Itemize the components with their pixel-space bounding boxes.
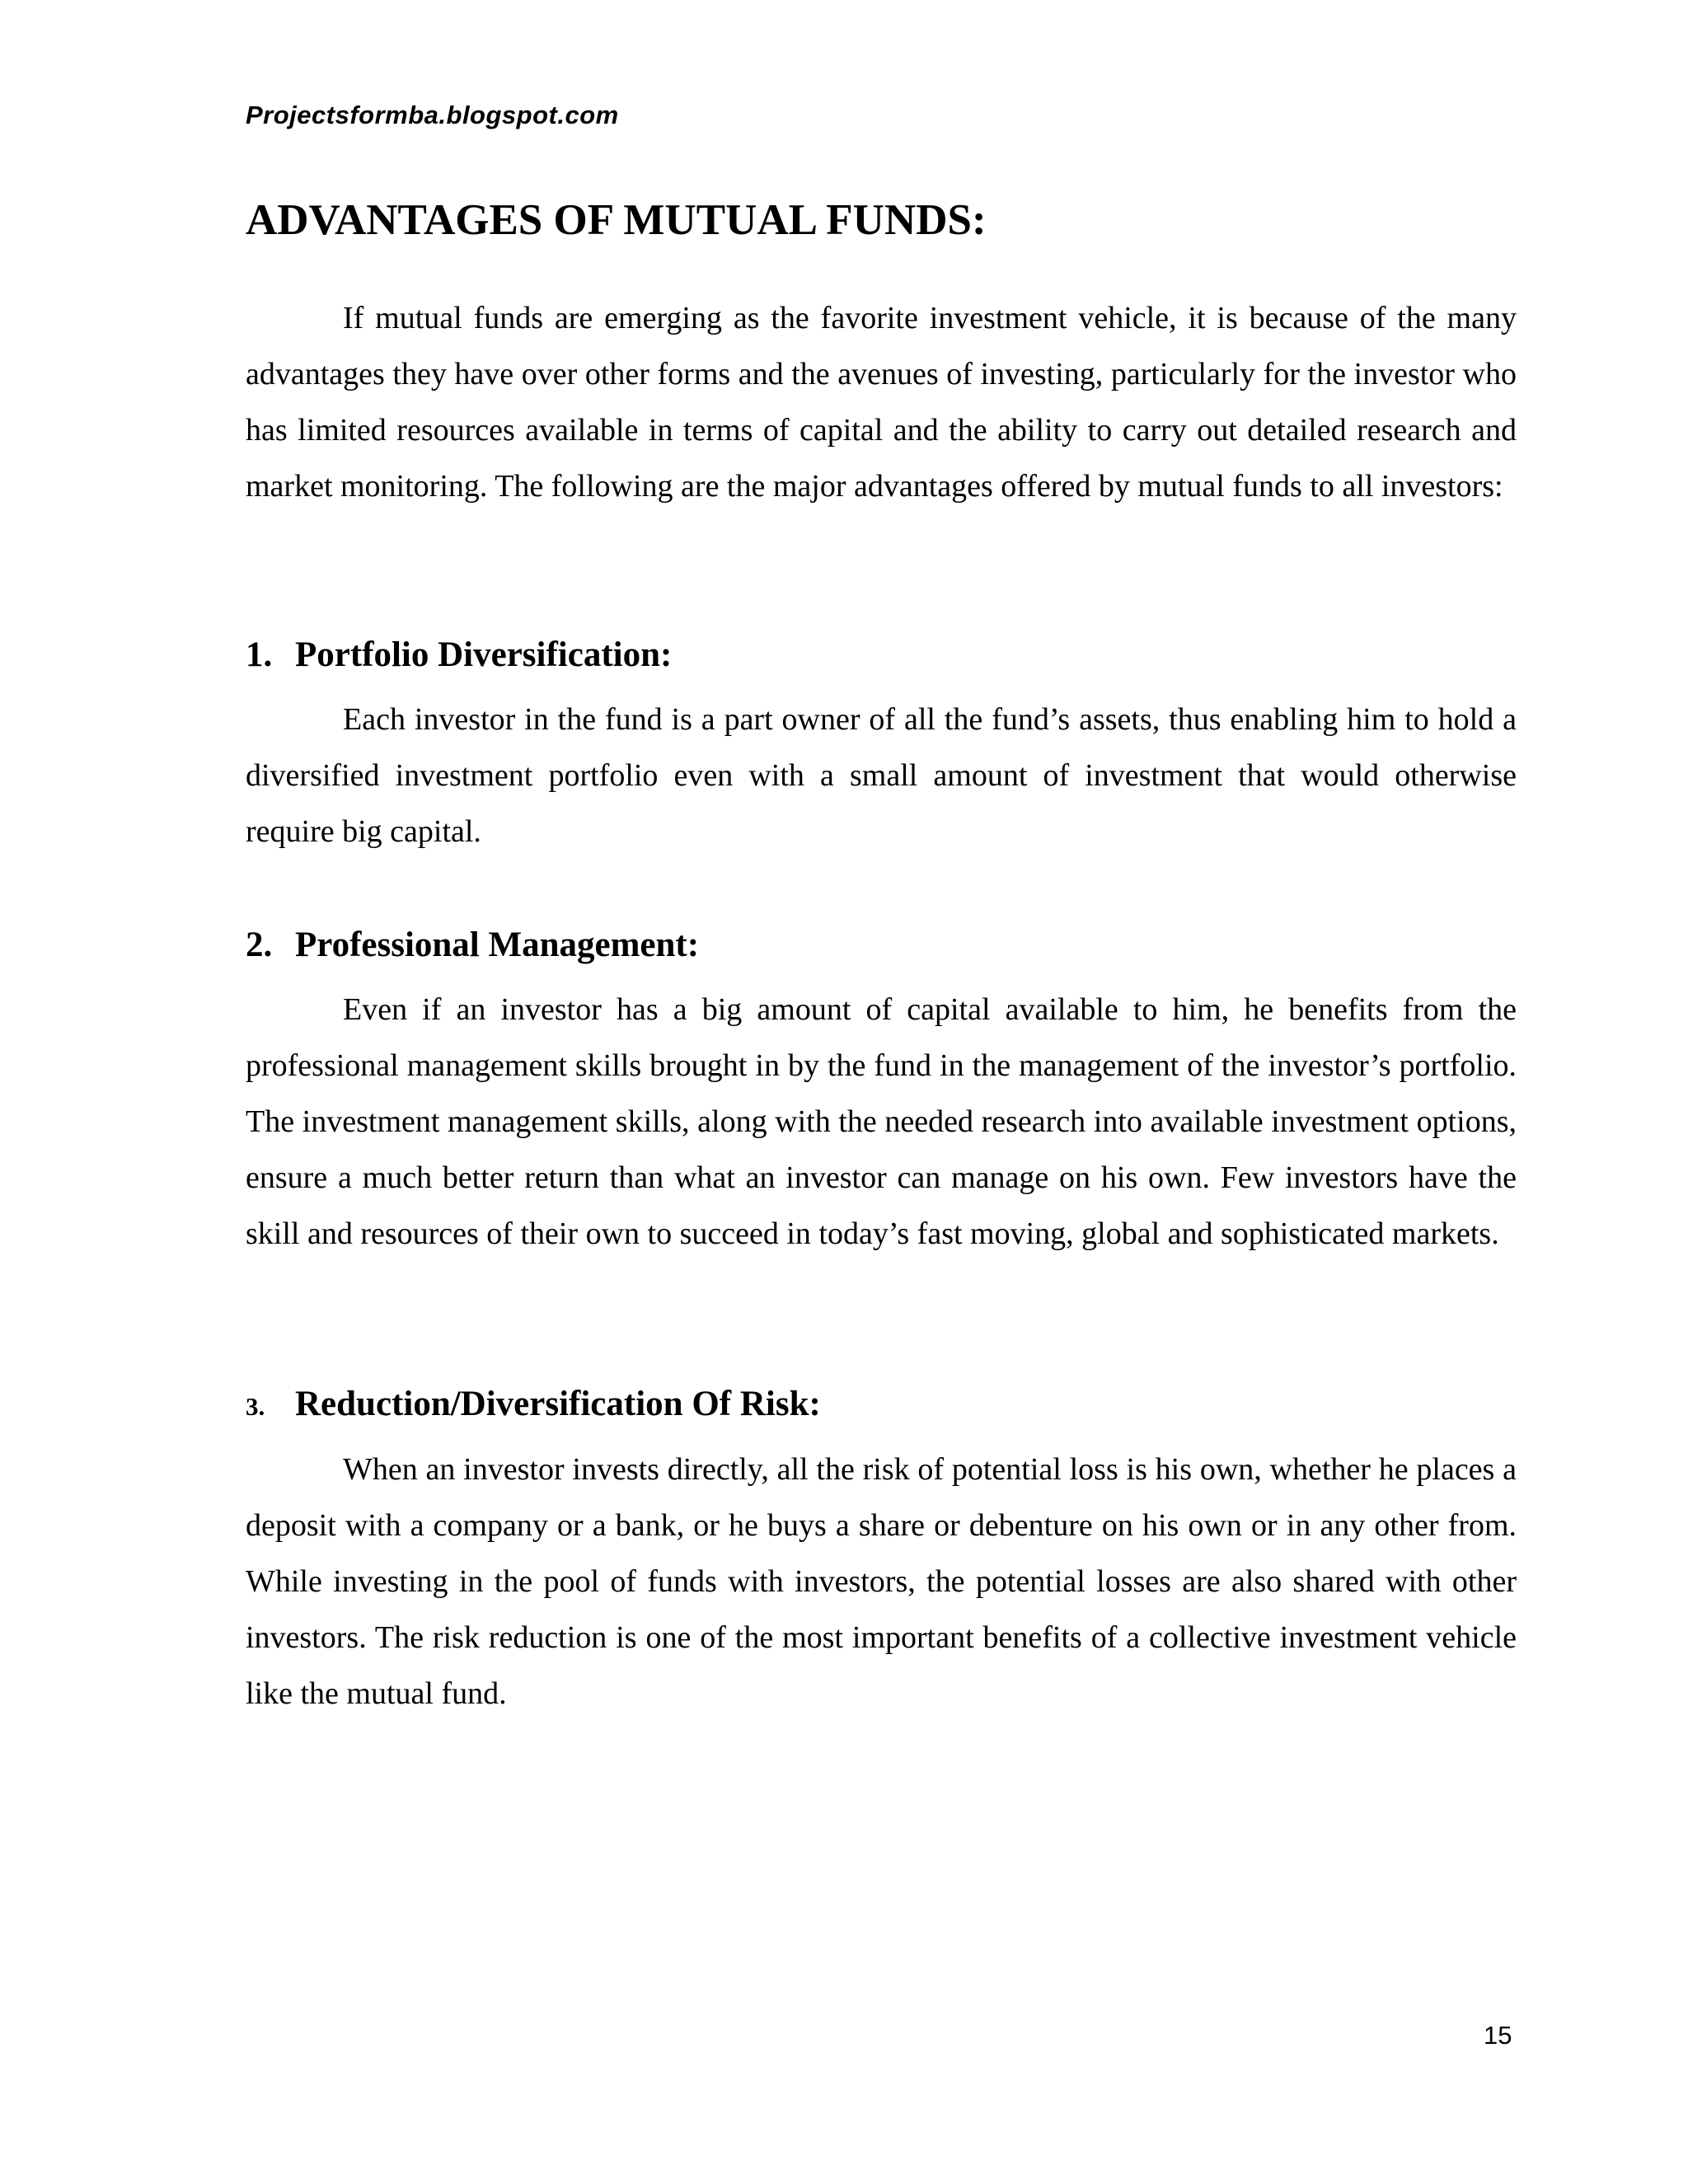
intro-block	[246, 290, 1517, 514]
section-title: Reduction/Diversification Of Risk:	[295, 1385, 821, 1423]
section-title: Professional Management:	[295, 926, 700, 964]
section-title: Portfolio Diversification:	[295, 635, 673, 674]
section-heading-professional-management	[246, 926, 699, 964]
section-body-professional-management-block	[246, 982, 1517, 1262]
intro-paragraph: If mutual funds are emerging as the favorite investment vehicle, it is because of the many advantages they have over other forms and the avenues of investing, particularly for the investor who has limited resources available in terms of capital and the ability to carry out detailed research and market monitoring. The following are the major advantages offered by mutual funds to all investors:	[246, 301, 1517, 504]
page-title: ADVANTAGES OF MUTUAL FUNDS:	[246, 196, 987, 244]
section-number: 1.	[246, 635, 273, 674]
section-body-portfolio-diversification-block	[246, 691, 1517, 860]
page-number: 15	[1484, 2021, 1512, 2050]
section-number: 3.	[246, 1392, 265, 1421]
section-heading-reduction-of-risk	[246, 1385, 821, 1423]
section-body: Each investor in the fund is a part owner of all the fund’s assets, thus enabling him to hold a diversified investment portfolio even with a small amount of investment that would otherwise require big capital.	[246, 702, 1517, 849]
section-body-reduction-of-risk-block	[246, 1441, 1517, 1722]
section-body: When an investor invests directly, all the risk of potential loss is his own, whether he places a deposit with a company or a bank, or he buys a share or debenture on his own or in any other from. While investing in the pool of funds with investors, the potential losses are also shared with other investors. The risk reduction is one of the most important benefits of a collective investment vehicle like the mutual fund.	[246, 1452, 1517, 1711]
section-number: 2.	[246, 926, 273, 964]
header-site-name: Projectsformba.blogspot.com	[246, 101, 619, 129]
section-body: Even if an investor has a big amount of capital available to him, he benefits from the professional management skills brought in by the fund in the management of the investor’s portfolio. The investment management skills, along with the needed research into available investment options, ensure a much better return than what an investor can manage on his own. Few investors have the skill and resources of their own to succeed in today’s fast moving, global and sophisticated markets.	[246, 992, 1517, 1251]
section-heading-portfolio-diversification	[246, 635, 672, 674]
